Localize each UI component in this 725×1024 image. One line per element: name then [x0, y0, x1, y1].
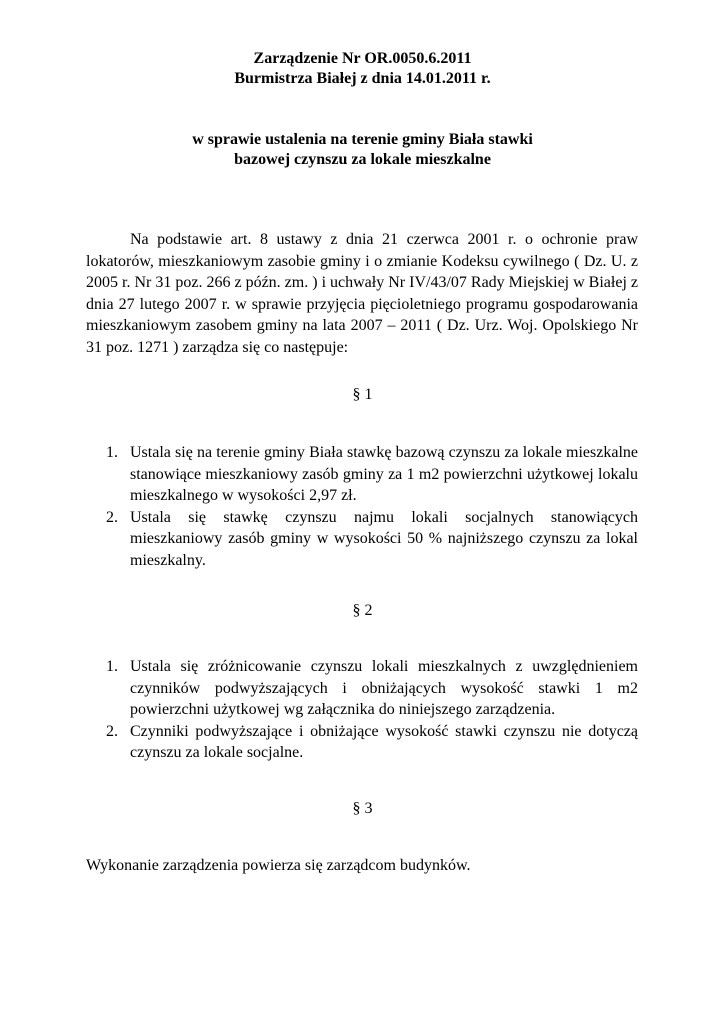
section-sign-2: § 2	[352, 602, 373, 619]
list-item-number: 2.	[106, 508, 118, 526]
list-item-text: Ustala się zróżnicowanie czynszu lokali mieszkalnych z uwzględnieniem czynników podwyższających i obniżających wysokość stawki 1 m2 powierzchni użytkowej wg załącznika do niniejszego zarządzenia.	[130, 658, 638, 718]
list-item	[106, 507, 638, 572]
document-subject-line1: w sprawie ustalenia na terenie gminy Biała stawki	[192, 131, 533, 148]
document-heading-number: Zarządzenie Nr OR.0050.6.2011	[253, 50, 472, 67]
closing-statement: Wykonanie zarządzenia powierza się zarządcom budynków.	[86, 857, 471, 874]
list-item	[106, 721, 638, 764]
list-item	[106, 442, 638, 507]
list-item-text: Ustala się stawkę czynszu najmu lokali socjalnych stanowiących mieszkaniowy zasób gminy w wysokości 50 % najniższego czynszu za lokal mieszkalny.	[130, 508, 638, 569]
list-item	[106, 656, 638, 721]
list-item-number: 1.	[106, 658, 118, 675]
document-heading-issuer: Burmistrza Białej z dnia 14.01.2011 r.	[234, 70, 491, 87]
section-1-list	[106, 442, 638, 571]
legal-basis-paragraph: Na podstawie art. 8 ustawy z dnia 21 czerwca 2001 r. o ochronie praw lokatorów, mieszkaniowym zasobie gminy i o zmianie Kodeksu cywilnego ( Dz. U. z 2005 r. Nr 31 poz. 266 z późn. zm. ) i uchwały Nr IV/43/07 Rady Miejskiej w Białej z dnia 27 lutego 2007 r. w sprawie przyjęcia pięcioletniego programu gospodarowania mieszkaniowym zasobem gminy na lata 2007 – 2011 ( Dz. Urz. Woj. Opolskiego Nr 31 poz. 1271 ) zarządza się co następuje:	[86, 231, 638, 356]
list-item-number: 1.	[106, 444, 118, 461]
list-item-number: 2.	[106, 722, 118, 740]
list-item-text: Czynniki podwyższające i obniżające wysokość stawki czynszu nie dotyczą czynszu za lokale socjalne.	[130, 722, 638, 761]
section-sign-1: § 1	[352, 386, 373, 403]
list-item-text: Ustala się na terenie gminy Biała stawkę bazową czynszu za lokale mieszkalne stanowiące mieszkaniowy zasób gminy za 1 m2 powierzchni użytkowej lokalu mieszkalnego w wysokości 2,97 zł.	[130, 444, 638, 504]
section-2-list	[106, 656, 638, 764]
section-sign-3: § 3	[352, 800, 373, 817]
document-subject-line2: bazowej czynszu za lokale mieszkalne	[234, 151, 491, 168]
